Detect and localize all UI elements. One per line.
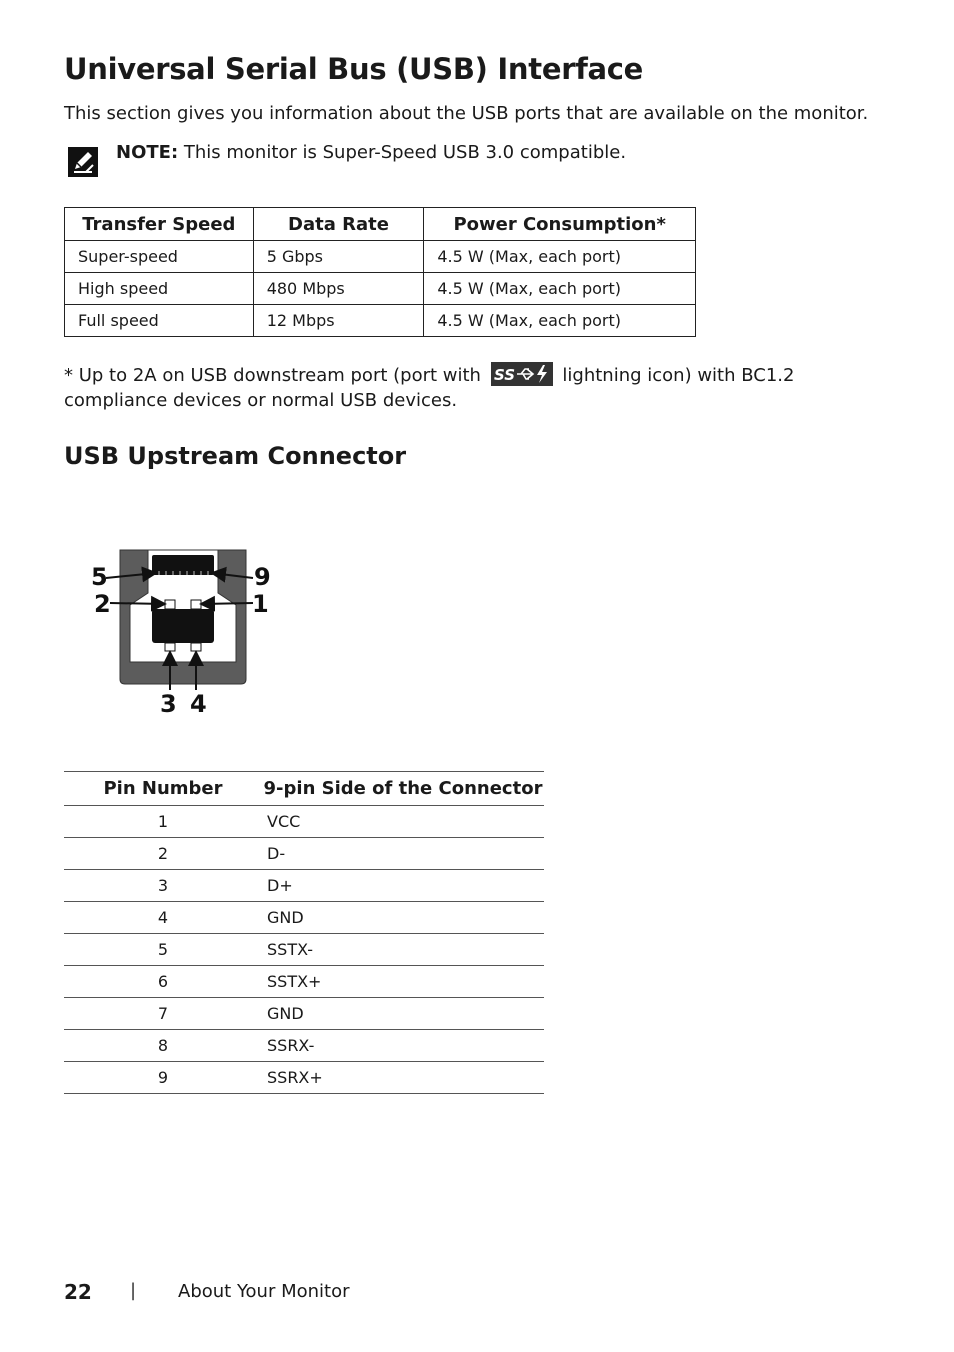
table-header-row — [64, 772, 544, 806]
table-row — [64, 1062, 544, 1094]
footer-section-title: About Your Monitor — [178, 1281, 350, 1302]
table-row — [64, 1030, 544, 1062]
footnote-before: * Up to 2A on USB downstream port (port with — [64, 365, 481, 386]
pin-label-9: 9 — [254, 563, 271, 591]
pin-signal: SSRX- — [262, 1030, 544, 1062]
table-row — [64, 870, 544, 902]
pin-number: 6 — [64, 966, 262, 998]
pin-label-4: 4 — [190, 690, 207, 718]
pin-signal: SSRX+ — [262, 1062, 544, 1094]
pin-number: 7 — [64, 998, 262, 1030]
table-row — [64, 838, 544, 870]
header-power-consumption: Power Consumption* — [424, 208, 696, 241]
pin-signal: SSTX- — [262, 934, 544, 966]
pin-number: 3 — [64, 870, 262, 902]
note-pencil-icon — [68, 147, 98, 177]
intro-text: This section gives you information about the USB ports that are available on the monitor. — [64, 103, 869, 124]
pin-number: 2 — [64, 838, 262, 870]
table-row — [64, 902, 544, 934]
ss-icon-text: SS — [493, 366, 515, 384]
pin-signal: SSTX+ — [262, 966, 544, 998]
page-title: Universal Serial Bus (USB) Interface — [64, 52, 644, 86]
footnote — [64, 362, 824, 413]
cell-rate: 5 Gbps — [253, 241, 424, 273]
pin-signal: D+ — [262, 870, 544, 902]
table-row — [64, 806, 544, 838]
footer-separator: | — [130, 1280, 137, 1301]
pin-number: 9 — [64, 1062, 262, 1094]
table-row — [64, 934, 544, 966]
pin-number: 8 — [64, 1030, 262, 1062]
usb-upstream-heading: USB Upstream Connector — [64, 442, 407, 470]
note-label: NOTE: — [116, 142, 179, 163]
cell-speed: High speed — [65, 273, 254, 305]
pin-signal: VCC — [262, 806, 544, 838]
header-pin-number: Pin Number — [64, 772, 262, 806]
pin-signal: D- — [262, 838, 544, 870]
ss-usb-lightning-icon — [491, 362, 553, 386]
superspeed-contact-block — [152, 555, 214, 575]
table-row — [65, 273, 696, 305]
table-row — [64, 998, 544, 1030]
pin-assignment-table — [64, 771, 544, 1094]
usb-upstream-connector-diagram — [88, 545, 278, 720]
table-header-row — [65, 208, 696, 241]
cell-rate: 480 Mbps — [253, 273, 424, 305]
transfer-speed-table — [64, 207, 696, 337]
pin-number: 5 — [64, 934, 262, 966]
table-row — [64, 966, 544, 998]
cell-power: 4.5 W (Max, each port) — [424, 305, 696, 337]
cell-speed: Super-speed — [65, 241, 254, 273]
header-data-rate: Data Rate — [253, 208, 424, 241]
usb2-contact-block — [152, 609, 214, 643]
page-number: 22 — [64, 1280, 92, 1304]
cell-speed: Full speed — [65, 305, 254, 337]
pin-label-5: 5 — [91, 563, 108, 591]
cell-rate: 12 Mbps — [253, 305, 424, 337]
pin-label-3: 3 — [160, 690, 177, 718]
pin-number: 4 — [64, 902, 262, 934]
header-9pin-side: 9-pin Side of the Connector — [262, 772, 544, 806]
pin-label-1: 1 — [252, 590, 269, 618]
table-row — [65, 305, 696, 337]
cell-power: 4.5 W (Max, each port) — [424, 273, 696, 305]
table-row — [65, 241, 696, 273]
pin-label-2: 2 — [94, 590, 111, 618]
pin-number: 1 — [64, 806, 262, 838]
cell-power: 4.5 W (Max, each port) — [424, 241, 696, 273]
note-body: This monitor is Super-Speed USB 3.0 compatible. — [178, 142, 627, 163]
footnote-after: lightning icon) with BC1.2 compliance devices or normal USB devices. — [64, 365, 795, 411]
pin-signal: GND — [262, 998, 544, 1030]
note-text — [116, 142, 626, 163]
header-transfer-speed: Transfer Speed — [65, 208, 254, 241]
pin-signal: GND — [262, 902, 544, 934]
